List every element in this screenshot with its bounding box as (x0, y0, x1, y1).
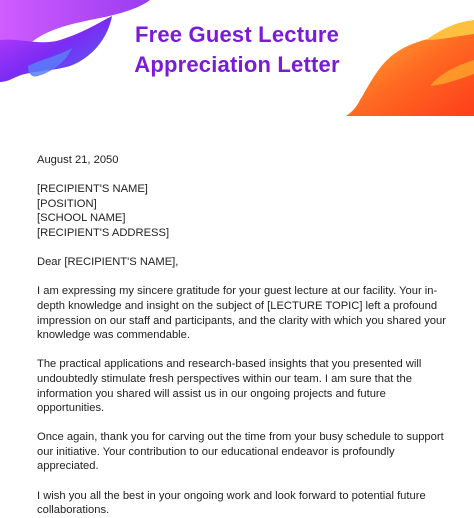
paragraph: The practical applications and research-based insights that you presented will undoubtedly stimulate fresh perspectives within our team. I am sure that the information you shared will assist us in our ongoing projects and future opportunities. (37, 358, 422, 415)
letter-date: August 21, 2050 (37, 154, 119, 166)
letter-body (37, 153, 447, 518)
recipient-name: [RECIPIENT'S NAME] (37, 183, 148, 196)
school-name: [SCHOOL NAME] (37, 212, 126, 225)
paragraph: Once again, thank you for carving out the time from your busy schedule to support our initiative. Your contribution to our educational endeavor is profoundly appreciated. (37, 431, 444, 473)
recipient-position: [POSITION] (37, 197, 97, 210)
paragraph: I am expressing my sincere gratitude for your guest lecture at our facility. Your in-depth knowledge and insight on the subject of [LECTURE TOPIC] left a profound impression on our staff and participants, and the clarity with which you shared your knowledge was commendable. (37, 285, 446, 342)
title-line-2: Appreciation Letter (134, 52, 340, 77)
recipient-address: [RECIPIENT'S ADDRESS] (37, 226, 170, 239)
paragraph: I wish you all the best in your ongoing work and look forward to potential future collaborations. (37, 489, 426, 517)
salutation: Dear [RECIPIENT'S NAME], (37, 256, 179, 269)
title-line-1: Free Guest Lecture (134, 22, 340, 47)
